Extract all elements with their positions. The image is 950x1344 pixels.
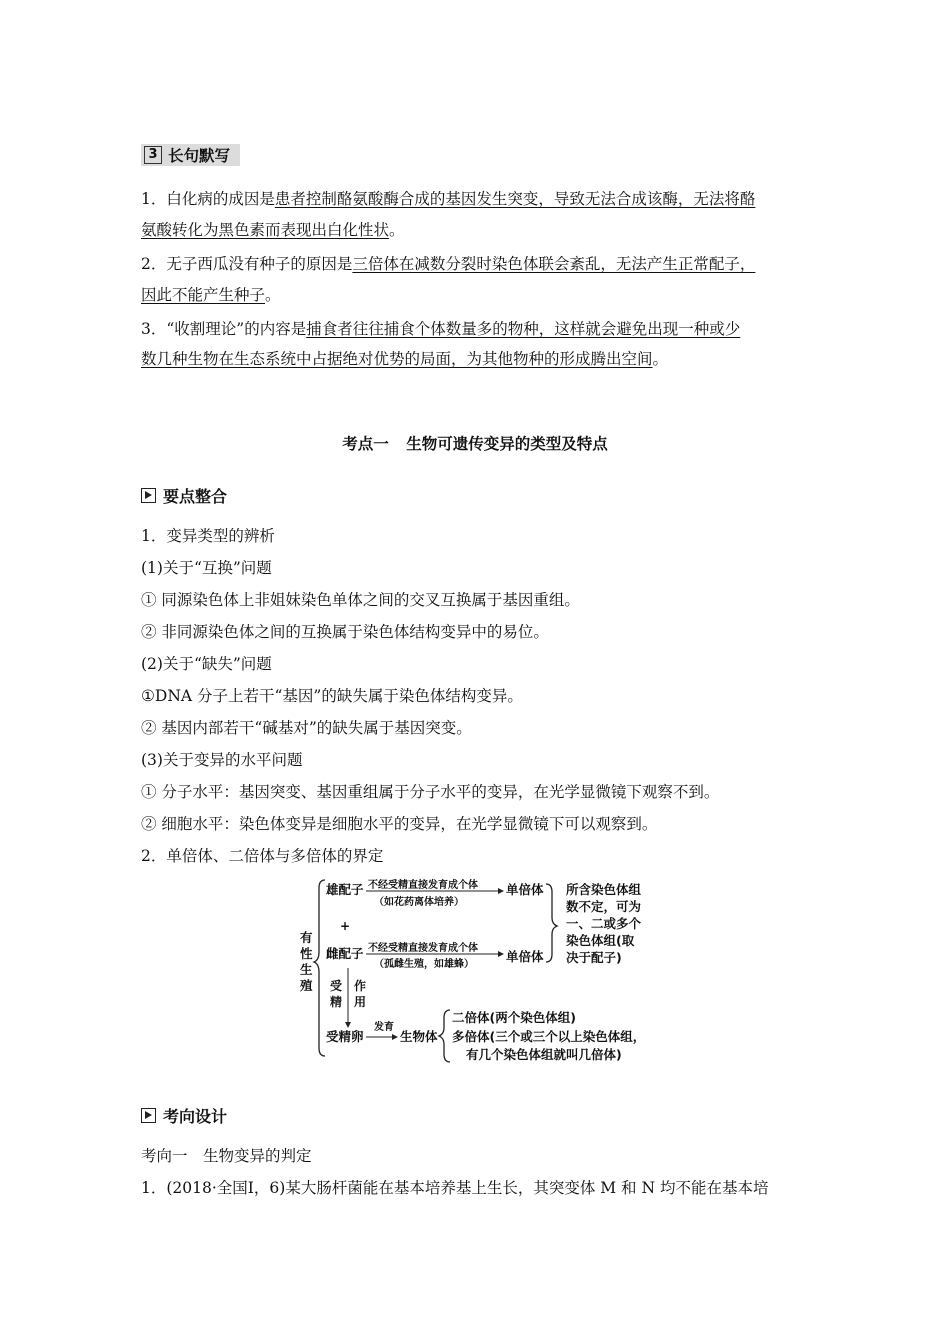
sentence-answer: 数几种生物在生态系统中占据绝对优势的局面，为其他物种的形成腾出空间: [141, 350, 653, 368]
haploid-desc: 染色体组(取: [566, 933, 635, 948]
kaoxiang-header: [141, 1104, 227, 1127]
sentence-answer: 捕食者往往捕食个体数量多的物种，这样就会避免出现一种或少: [306, 320, 741, 338]
point-line: ② 细胞水平：染色体变异是细胞水平的变异，在光学显微镜下可以观察到。: [141, 815, 658, 833]
point-line: ② 非同源染色体之间的互换属于染色体结构变异中的易位。: [141, 623, 549, 641]
ploidy-diagram: [290, 872, 670, 1067]
fert-right-char: 用: [354, 995, 367, 1009]
sentence-prefix: 1．白化病的成因是: [141, 190, 275, 208]
female-arrow-bottom: （孤雌生殖，如雄蜂）: [374, 959, 474, 970]
left-label-char: 性: [300, 946, 313, 961]
section-title: 长句默写: [168, 147, 231, 165]
kaodian-title: [0, 432, 950, 454]
fert-left-char: 精: [330, 995, 343, 1009]
sentence-2-line-1: [141, 252, 755, 274]
yaodian-title: 要点整合: [163, 487, 228, 506]
sentence-prefix: 3．“收割理论”的内容是: [141, 320, 307, 338]
arrow-head: [345, 1022, 351, 1028]
arrow-head: [498, 951, 504, 957]
diploid-label: 二倍体(两个染色体组): [452, 1010, 576, 1025]
haploid-brace: [546, 884, 557, 962]
question-1: 1．(2018·全国Ⅰ，6)某大肠杆菌能在基本培养基上生长，其突变体 M 和 N 均不能在基本培: [141, 1179, 769, 1197]
sentence-prefix: 2．无子西瓜没有种子的原因是: [141, 255, 353, 273]
point-line: (1)关于“互换”问题: [141, 559, 272, 577]
organism-brace: [439, 1010, 450, 1062]
kaoxiang-title: 考向设计: [163, 1107, 228, 1126]
female-arrow-top: 不经受精直接发育成个体: [368, 943, 478, 954]
arrow-head: [498, 888, 504, 894]
sentence-suffix: 。: [265, 286, 281, 304]
arrow-head: [392, 1034, 398, 1040]
polyploid-label-1: 多倍体(三个或三个以上染色体组，: [452, 1029, 646, 1044]
section-header: [141, 144, 240, 166]
sentence-answer: 患者控制酪氨酸酶合成的基因发生突变，导致无法合成该酶，无法将酪: [274, 190, 756, 208]
haploid-desc: 数不定，可为: [566, 899, 642, 914]
sentence-answer: 氨酸转化为黑色素而表现出白化性状: [141, 221, 390, 239]
develop-label: 发育: [374, 1022, 394, 1033]
left-label-char: 殖: [300, 978, 313, 993]
point-line: ① 分子水平：基因突变、基因重组属于分子水平的变异，在光学显微镜下观察不到。: [141, 783, 720, 801]
haploid-label: 单倍体: [506, 949, 544, 964]
sentence-1-line-1: [141, 187, 755, 209]
sentence-suffix: 。: [389, 221, 405, 239]
yaodian-header: [141, 484, 227, 507]
kaoxiang-sub: 考向一 生物变异的判定: [141, 1147, 312, 1165]
point-line: ② 基因内部若干“碱基对”的缺失属于基因突变。: [141, 719, 472, 737]
section-number: 3: [144, 146, 162, 164]
left-label-char: 生: [300, 962, 313, 977]
haploid-desc: 所含染色体组: [566, 882, 642, 897]
male-arrow-top: 不经受精直接发育成个体: [368, 880, 478, 891]
point-line: 1．变异类型的辨析: [141, 527, 275, 545]
sentence-3-line-1: [141, 317, 740, 339]
zygote: 受精卵: [326, 1029, 364, 1044]
left-label-char: 有: [300, 930, 313, 945]
male-gamete: 雄配子: [326, 882, 364, 897]
triangle-icon: [141, 1108, 156, 1123]
point-line: (2)关于“缺失”问题: [141, 655, 272, 673]
organism: 生物体: [400, 1029, 438, 1044]
sentence-2-line-2: [141, 283, 281, 305]
fert-right-char: 作: [354, 979, 367, 993]
female-gamete: 雌配子: [326, 946, 364, 961]
male-arrow-bottom: （如花药离体培养）: [374, 897, 464, 908]
point-line: 2．单倍体、二倍体与多倍体的界定: [141, 847, 384, 865]
kaodian-text: 生物可遗传变异的类型及特点: [406, 435, 608, 453]
haploid-desc: 决于配子): [566, 950, 622, 965]
polyploid-label-2: 有几个染色体组就叫几倍体): [466, 1047, 622, 1062]
sentence-answer: 三倍体在减数分裂时染色体联会紊乱，无法产生正常配子，: [352, 255, 756, 273]
point-line: ① 同源染色体上非姐妹染色单体之间的交叉互换属于基因重组。: [141, 591, 580, 609]
fert-left-char: 受: [330, 979, 343, 993]
sentence-3-line-2: [141, 347, 668, 369]
point-line: ①DNA 分子上若干“基因”的缺失属于染色体结构变异。: [141, 687, 523, 705]
sentence-1-line-2: [141, 218, 405, 240]
sentence-suffix: 。: [652, 350, 669, 368]
plus-sign: +: [340, 919, 351, 933]
sentence-answer: 因此不能产生种子: [141, 286, 266, 304]
haploid-label: 单倍体: [506, 882, 544, 897]
triangle-icon: [141, 488, 156, 503]
left-brace: [314, 880, 325, 1056]
point-line: (3)关于变异的水平问题: [141, 751, 303, 769]
haploid-desc: 一、二或多个: [566, 916, 642, 931]
kaodian-label: 考点一: [342, 435, 389, 453]
